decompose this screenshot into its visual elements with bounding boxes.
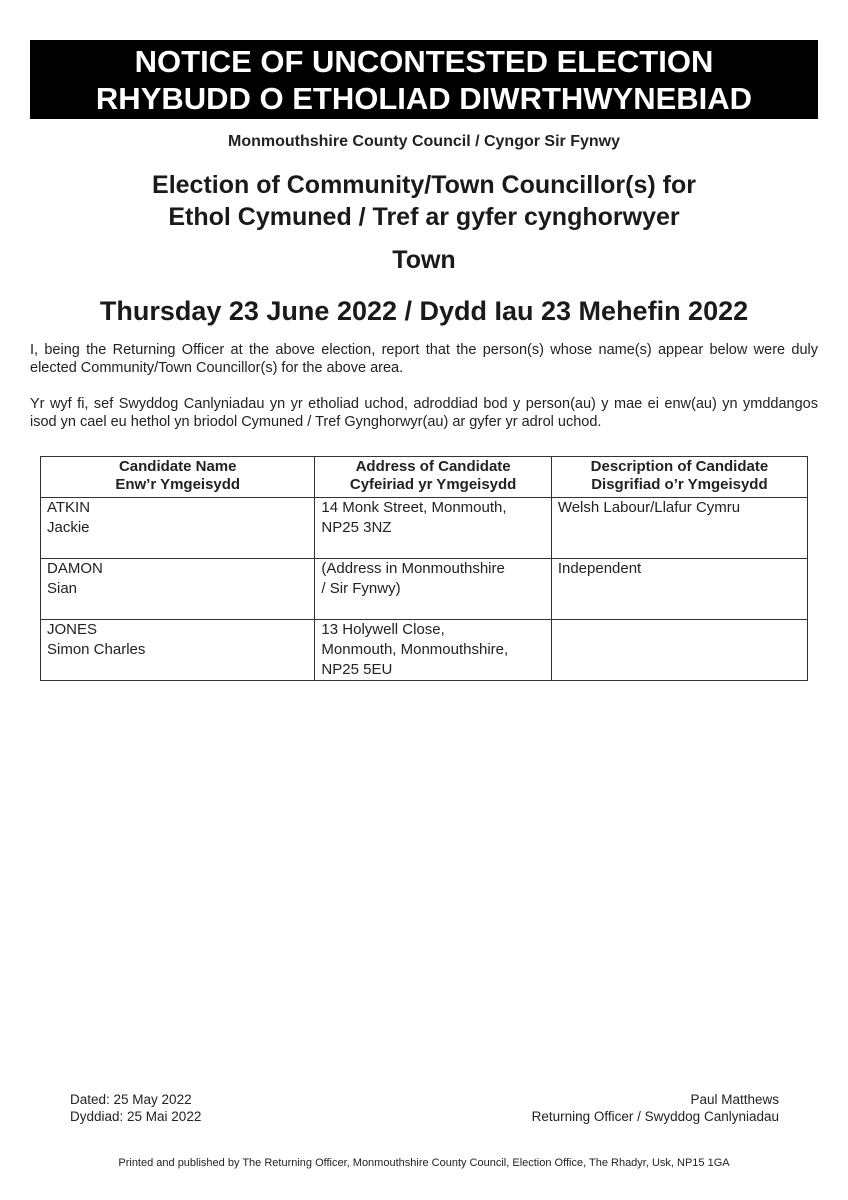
table-row: [41, 620, 808, 681]
table-row: [41, 498, 808, 559]
header-label-english: Candidate Name: [118, 458, 237, 475]
candidate-description: Independent: [557, 560, 642, 577]
banner-title-welsh: RHYBUDD O ETHOLIAD DIWRTHWYNEBIAD: [95, 81, 753, 116]
header-candidate-description: [551, 457, 807, 498]
address-line: NP25 5EU: [321, 661, 393, 678]
dated-english: Dated: 25 May 2022: [70, 1092, 192, 1107]
candidate-name-cell: [41, 620, 315, 681]
candidates-table: [40, 456, 808, 681]
candidate-description-cell: [551, 498, 807, 559]
returning-officer-name: Paul Matthews: [690, 1092, 779, 1107]
address-line: NP25 3NZ: [321, 519, 392, 536]
candidate-address-cell: [315, 559, 551, 620]
election-title: [0, 169, 848, 233]
candidate-forenames: Jackie: [47, 519, 90, 536]
council-name: Monmouthshire County Council / Cyngor Sir Fynwy: [227, 133, 620, 150]
candidate-forenames: Simon Charles: [47, 641, 146, 658]
address-line: 13 Holywell Close,: [321, 621, 445, 638]
candidate-surname: JONES: [47, 621, 98, 638]
header-candidate-address: [315, 457, 551, 498]
address-line: / Sir Fynwy): [321, 580, 401, 597]
notice-banner: [30, 40, 818, 119]
table-header-row: [41, 457, 808, 498]
dated-welsh: Dyddiad: 25 Mai 2022: [70, 1109, 202, 1124]
table-row: [41, 559, 808, 620]
election-area: Town: [392, 246, 456, 274]
candidate-description-cell: [551, 559, 807, 620]
address-line: 14 Monk Street, Monmouth,: [321, 499, 507, 516]
imprint-line: Printed and published by The Returning Officer, Monmouthshire County Council, Election Office, The Rhadyr, Usk, NP15 1GA: [118, 1157, 730, 1169]
candidate-surname: DAMON: [47, 560, 103, 577]
returning-officer-title: Returning Officer / Swyddog Canlyniadau: [531, 1109, 779, 1124]
candidate-address-cell: [315, 498, 551, 559]
header-label-english: Address of Candidate: [355, 458, 511, 475]
address-line: (Address in Monmouthshire: [321, 560, 505, 577]
header-label-welsh: Enw’r Ymgeisydd: [115, 476, 241, 493]
election-title-welsh: Ethol Cymuned / Tref ar gyfer cynghorwyer: [168, 203, 680, 231]
candidate-description-cell: [551, 620, 807, 681]
candidate-description: Welsh Labour/Llafur Cymru: [557, 499, 741, 516]
candidate-name-cell: [41, 498, 315, 559]
dated-block: [70, 1091, 201, 1125]
statement-english: I, being the Returning Officer at the above election, report that the person(s) whose name(s) appear below were duly elected Community/Town Councillor(s) for the above area.: [30, 342, 818, 376]
header-candidate-name: [41, 457, 315, 498]
election-date: Thursday 23 June 2022 / Dydd Iau 23 Mehefin 2022: [99, 296, 749, 326]
candidate-address-cell: [315, 620, 551, 681]
address-line: Monmouth, Monmouthshire,: [321, 641, 509, 658]
election-title-english: Election of Community/Town Councillor(s) for: [152, 171, 696, 199]
candidate-surname: ATKIN: [47, 499, 91, 516]
candidate-name-cell: [41, 559, 315, 620]
statement-welsh: Yr wyf fi, sef Swyddog Canlyniadau yn yr etholiad uchod, adroddiad bod y person(au) y mae ei enw(au) yn ymddangos isod yn cael eu hethol yn briodol Cymuned / Tref Gynghorwyr(au) ar gyfer yr adrol uchod.: [30, 396, 818, 430]
header-label-welsh: Disgrifiad o’r Ymgeisydd: [591, 476, 768, 493]
header-label-welsh: Cyfeiriad yr Ymgeisydd: [349, 476, 517, 493]
signature-block: [532, 1091, 779, 1125]
candidate-forenames: Sian: [47, 580, 78, 597]
banner-title-english: NOTICE OF UNCONTESTED ELECTION: [134, 44, 714, 79]
header-label-english: Description of Candidate: [590, 458, 769, 475]
